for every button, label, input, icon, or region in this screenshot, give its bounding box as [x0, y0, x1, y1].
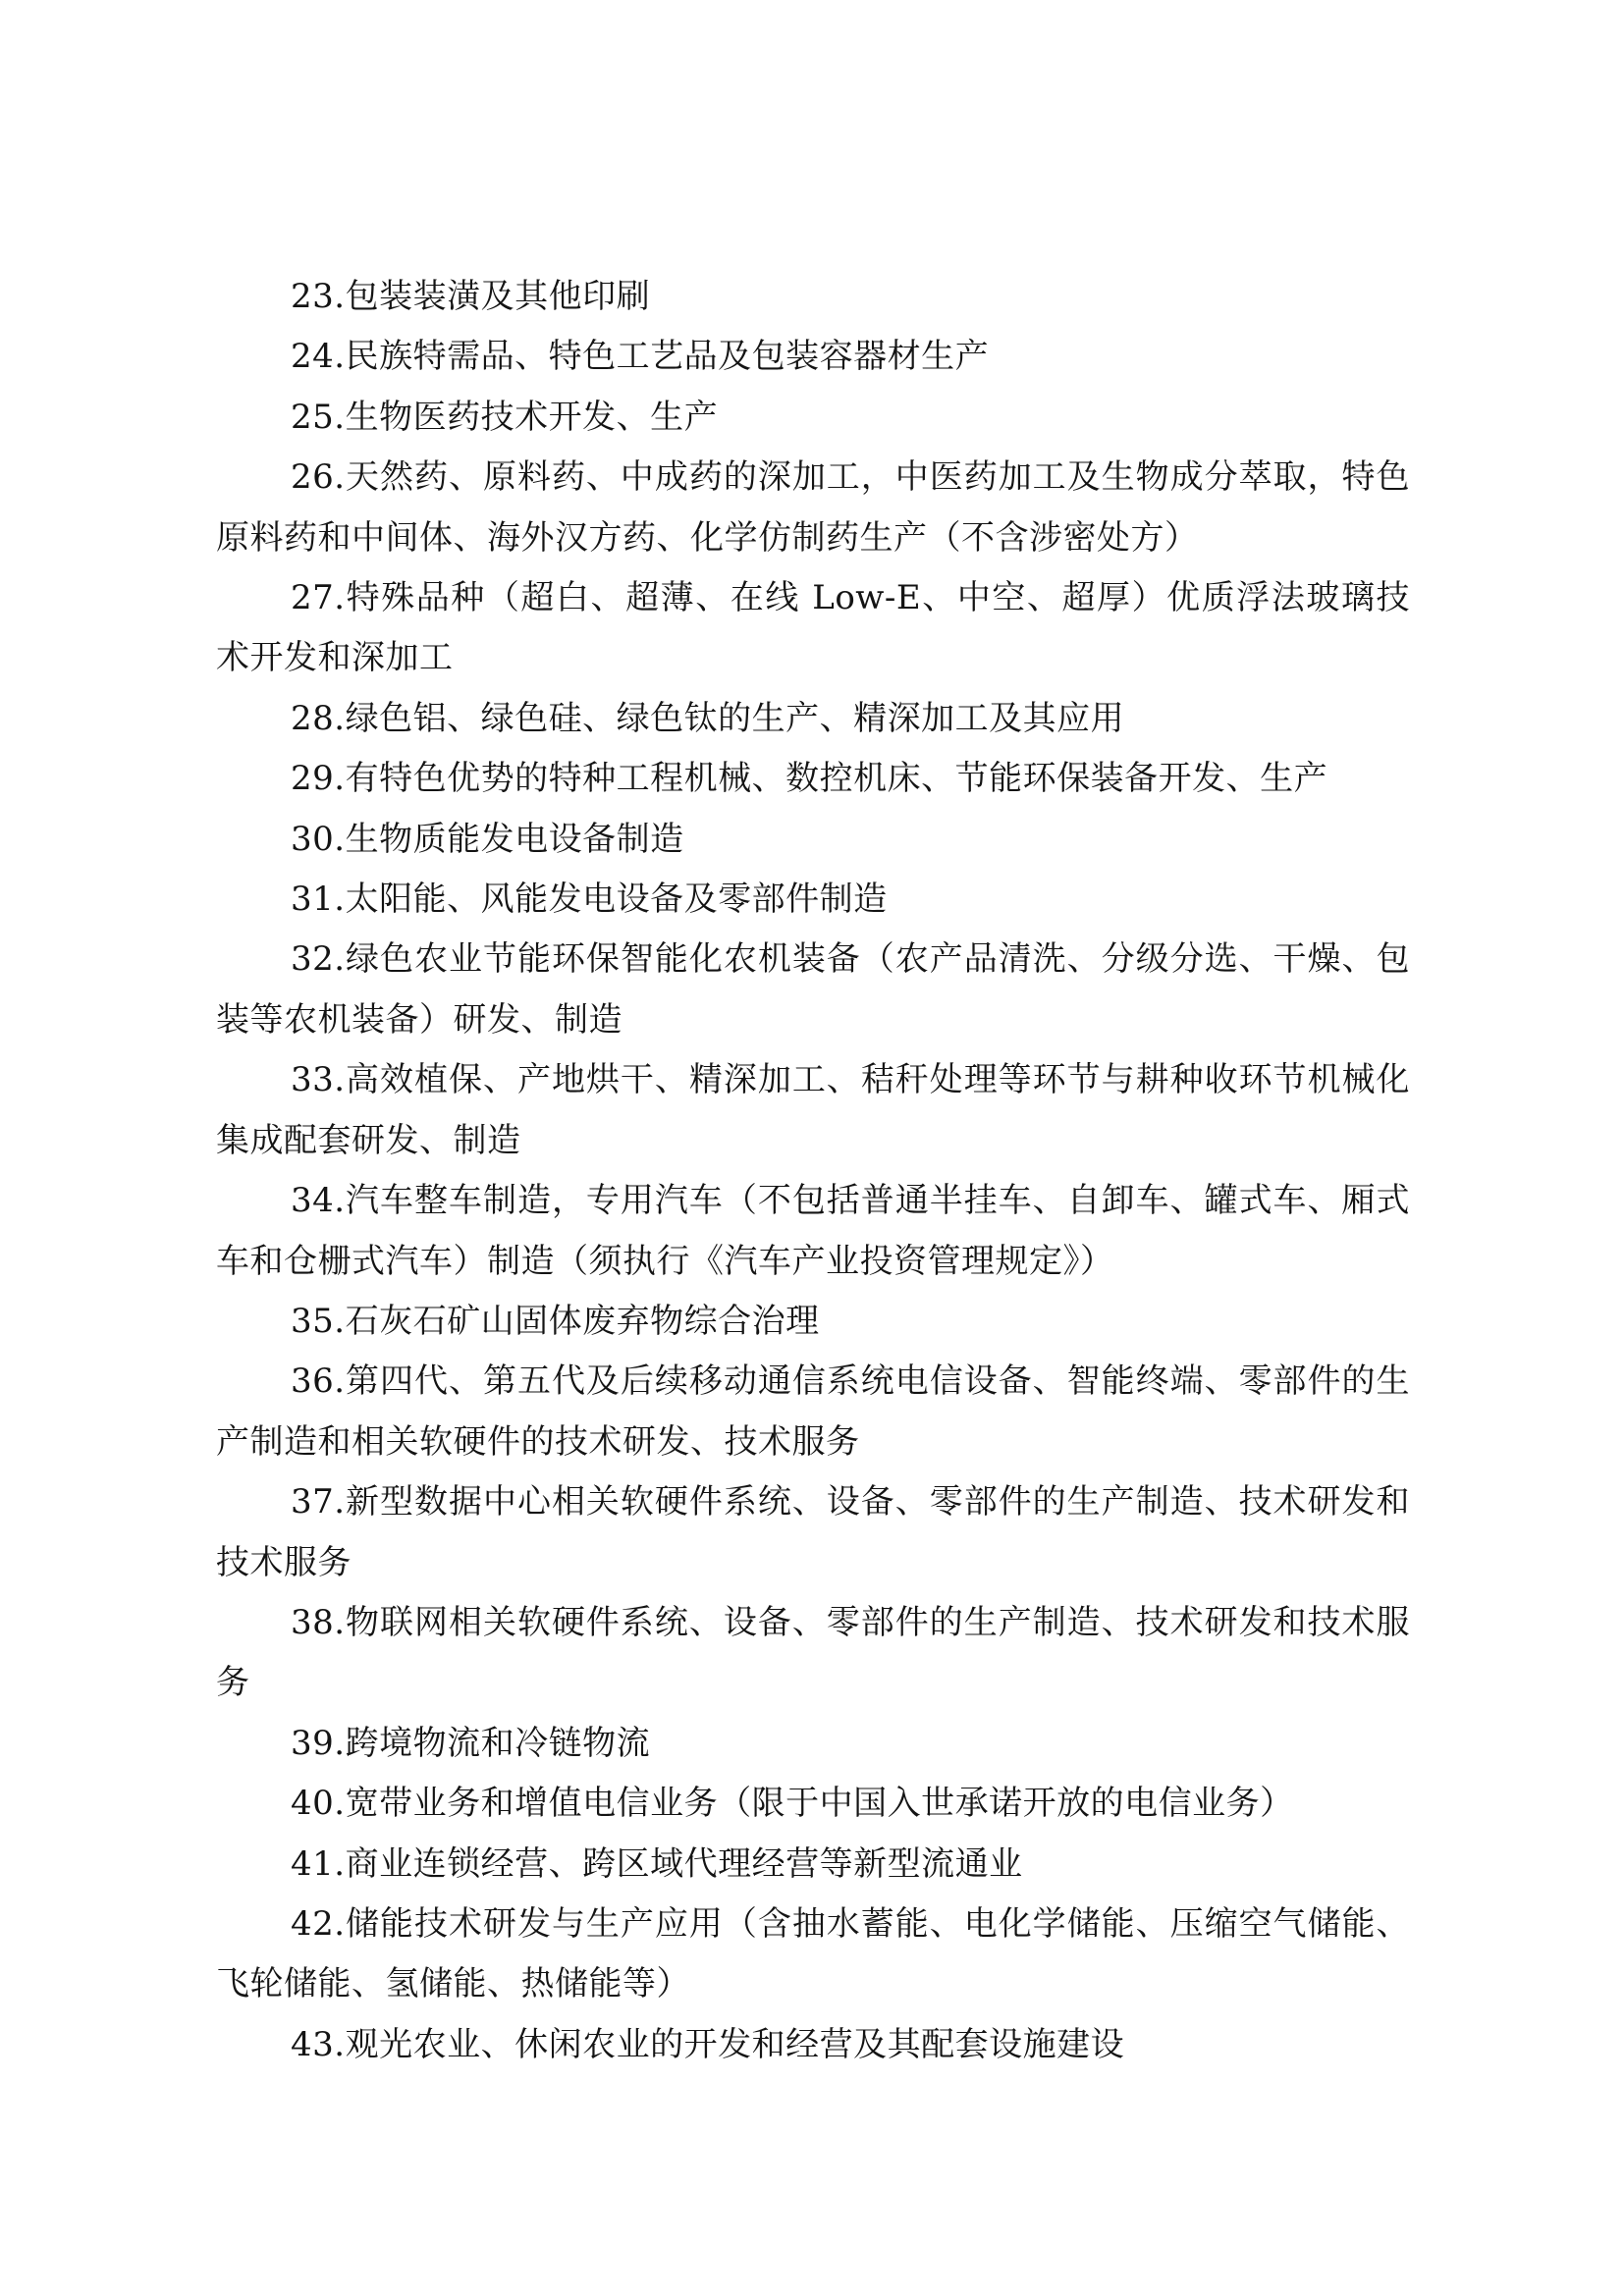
list-item-35 — [216, 1292, 1410, 1352]
item-number: 27. — [291, 578, 346, 618]
list-item-40 — [216, 1774, 1410, 1834]
item-number: 33. — [291, 1060, 346, 1100]
item-text: 绿色铝、绿色硅、绿色钛的生产、精深加工及其应用 — [345, 698, 1125, 738]
list-item-29 — [216, 749, 1410, 809]
item-text: 生物质能发电设备制造 — [345, 819, 684, 859]
item-text: 特殊品种（超白、超薄、在线 Low-E、中空、超厚）优质浮法玻璃技术开发和深加工 — [216, 578, 1410, 678]
item-text: 太阳能、风能发电设备及零部件制造 — [345, 880, 888, 920]
item-number: 32. — [291, 939, 346, 980]
list-item-24 — [216, 327, 1410, 387]
item-text: 民族特需品、特色工艺品及包装容器材生产 — [345, 337, 990, 377]
item-number: 37. — [291, 1482, 346, 1522]
list-item-25 — [216, 388, 1410, 448]
item-text: 宽带业务和增值电信业务（限于中国入世承诺开放的电信业务） — [345, 1784, 1294, 1824]
item-number: 36. — [291, 1362, 346, 1402]
list-item-43 — [216, 2015, 1410, 2075]
list-item-23 — [216, 267, 1410, 327]
item-number: 38. — [291, 1602, 346, 1642]
item-number: 23. — [291, 277, 346, 316]
list-item-32 — [216, 930, 1410, 1050]
list-item-30 — [216, 810, 1410, 870]
item-text: 新型数据中心相关软硬件系统、设备、零部件的生产制造、技术研发和技术服务 — [216, 1482, 1410, 1582]
list-item-33 — [216, 1050, 1410, 1171]
list-item-39 — [216, 1714, 1410, 1774]
item-number: 41. — [291, 1843, 346, 1884]
item-number: 43. — [291, 2024, 346, 2064]
item-number: 24. — [291, 337, 346, 377]
item-text: 汽车整车制造，专用汽车（不包括普通半挂车、自卸车、罐式车、厢式车和仓栅式汽车）制造（须执行《汽车产业投资管理规定》） — [216, 1181, 1410, 1281]
item-number: 40. — [291, 1784, 346, 1824]
item-text: 有特色优势的特种工程机械、数控机床、节能环保装备开发、生产 — [345, 759, 1328, 799]
list-item-41 — [216, 1835, 1410, 1895]
item-number: 30. — [291, 819, 346, 859]
item-text: 观光农业、休闲农业的开发和经营及其配套设施建设 — [345, 2024, 1125, 2064]
item-text: 物联网相关软硬件系统、设备、零部件的生产制造、技术研发和技术服务 — [216, 1602, 1410, 1703]
item-number: 31. — [291, 880, 346, 920]
item-number: 34. — [291, 1181, 346, 1221]
item-text: 储能技术研发与生产应用（含抽水蓄能、电化学储能、压缩空气储能、飞轮储能、氢储能、热储能等） — [216, 1903, 1410, 2004]
item-number: 39. — [291, 1723, 346, 1763]
numbered-list — [216, 267, 1410, 2075]
item-text: 包装装潢及其他印刷 — [345, 277, 651, 316]
item-number: 42. — [291, 1903, 346, 1944]
list-item-37 — [216, 1472, 1410, 1593]
list-item-36 — [216, 1352, 1410, 1472]
item-text: 高效植保、产地烘干、精深加工、秸秆处理等环节与耕种收环节机械化集成配套研发、制造 — [216, 1060, 1410, 1160]
list-item-42 — [216, 1895, 1410, 2015]
item-text: 第四代、第五代及后续移动通信系统电信设备、智能终端、零部件的生产制造和相关软硬件的技术研发、技术服务 — [216, 1362, 1410, 1462]
item-text: 石灰石矿山固体废弃物综合治理 — [345, 1301, 820, 1341]
item-text: 生物医药技术开发、生产 — [345, 397, 719, 437]
item-text: 天然药、原料药、中成药的深加工，中医药加工及生物成分萃取，特色原料药和中间体、海外汉方药、化学仿制药生产（不含涉密处方） — [216, 457, 1410, 558]
list-item-34 — [216, 1171, 1410, 1292]
list-item-27 — [216, 568, 1410, 689]
item-number: 35. — [291, 1301, 346, 1341]
item-text: 商业连锁经营、跨区域代理经营等新型流通业 — [345, 1843, 1023, 1884]
item-text: 绿色农业节能环保智能化农机装备（农产品清洗、分级分选、干燥、包装等农机装备）研发、制造 — [216, 939, 1410, 1040]
item-text: 跨境物流和冷链物流 — [345, 1723, 651, 1763]
item-number: 26. — [291, 457, 346, 498]
item-number: 29. — [291, 759, 346, 799]
list-item-28 — [216, 689, 1410, 749]
item-number: 25. — [291, 397, 346, 437]
item-number: 28. — [291, 698, 346, 738]
list-item-38 — [216, 1593, 1410, 1714]
list-item-31 — [216, 870, 1410, 930]
list-item-26 — [216, 448, 1410, 568]
